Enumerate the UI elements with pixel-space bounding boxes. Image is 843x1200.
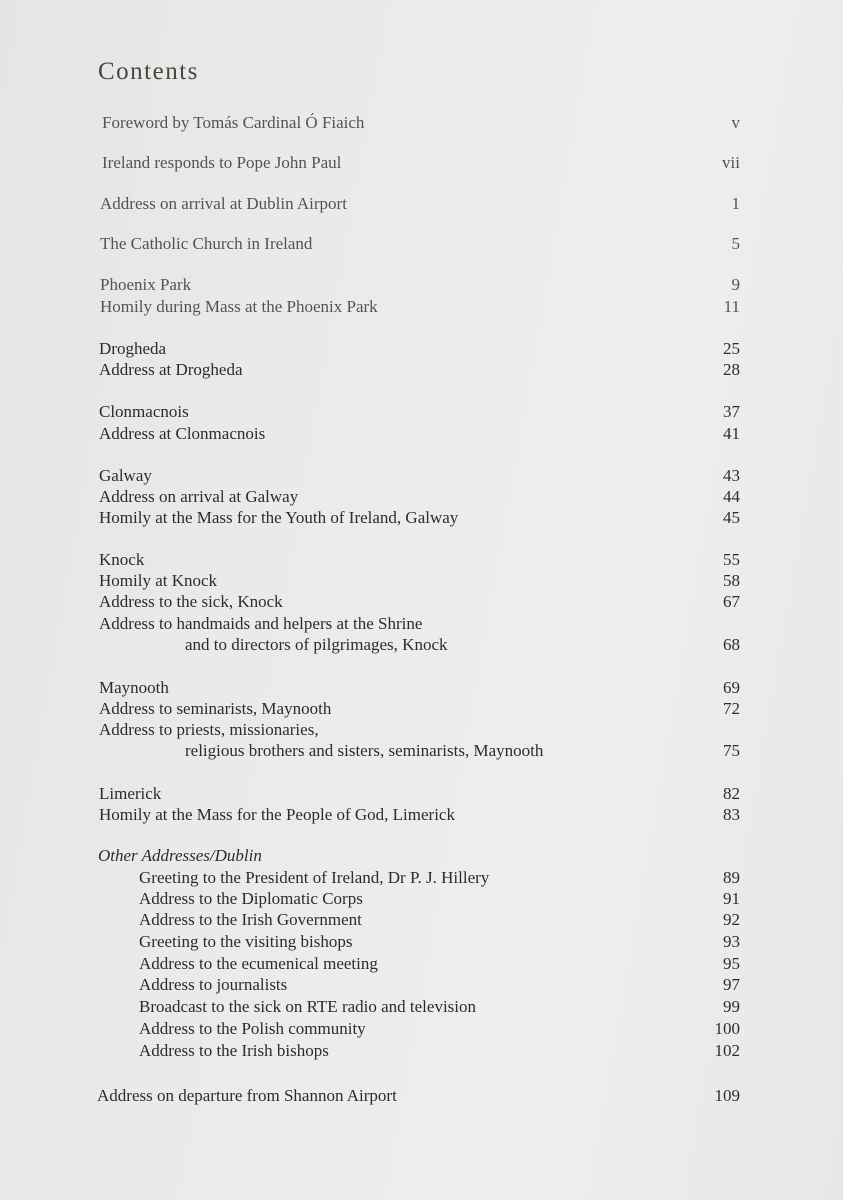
toc-entry-page-number: 109: [714, 1086, 740, 1105]
toc-entry-page-number: v: [731, 113, 740, 132]
toc-entry-page-number: 9: [731, 275, 740, 294]
toc-entry-title: Address to the Irish bishops: [139, 1041, 329, 1060]
toc-entry-title: religious brothers and sisters, seminarists, Maynooth: [185, 741, 544, 760]
toc-entry-title: Homily at Knock: [99, 571, 218, 590]
toc-entry-title: Greeting to the visiting bishops: [139, 932, 353, 951]
toc-entry-page-number: 75: [723, 741, 740, 760]
toc-entry-title: Limerick: [99, 784, 162, 803]
toc-entry-page-number: 1: [731, 194, 740, 213]
toc-entry-title: Maynooth: [99, 678, 169, 697]
toc-entry-title: Address to the Diplomatic Corps: [139, 889, 363, 908]
toc-entry-page-number: 69: [723, 678, 740, 697]
toc-entry-title: Galway: [99, 466, 152, 485]
toc-entry-title: Address to the ecumenical meeting: [139, 954, 378, 973]
toc-entry-title: Homily at the Mass for the Youth of Ireland, Galway: [99, 508, 459, 527]
toc-entry-page-number: 25: [723, 339, 740, 358]
toc-entry-page-number: 11: [723, 297, 740, 316]
toc-entry-page-number: 41: [723, 424, 740, 443]
toc-entry-title: Knock: [99, 550, 145, 569]
toc-entry-title: Address on arrival at Dublin Airport: [100, 194, 347, 213]
toc-entry-page-number: 93: [723, 932, 740, 951]
toc-entry-title: The Catholic Church in Ireland: [100, 234, 313, 253]
toc-entry-page-number: 68: [723, 635, 740, 654]
toc-entry-title: Address to seminarists, Maynooth: [99, 699, 332, 718]
toc-entry-page-number: 83: [723, 805, 740, 824]
toc-entry-page-number: 95: [723, 954, 740, 973]
toc-entry-title: Homily during Mass at the Phoenix Park: [100, 297, 378, 316]
page-title: Contents: [98, 58, 199, 85]
toc-entry-title: Broadcast to the sick on RTE radio and television: [139, 997, 477, 1016]
toc-entry-page-number: 97: [723, 975, 740, 994]
toc-entry-title: Foreword by Tomás Cardinal Ó Fiaich: [102, 113, 365, 132]
toc-entry-page-number: 100: [714, 1019, 740, 1038]
toc-entry-title: Address on departure from Shannon Airport: [97, 1086, 397, 1105]
toc-entry-page-number: 45: [723, 508, 740, 527]
toc-entry-title: Address on arrival at Galway: [99, 487, 299, 506]
toc-entry-page-number: 28: [723, 360, 740, 379]
toc-entry-title: Address to priests, missionaries,: [99, 720, 319, 739]
toc-entry-title: Clonmacnois: [99, 402, 189, 421]
toc-entry-title: Address to the Polish community: [139, 1019, 366, 1038]
toc-entry-title: Address at Clonmacnois: [99, 424, 266, 443]
toc-entry-title: Homily at the Mass for the People of God, Limerick: [99, 805, 455, 824]
toc-entry-page-number: 72: [723, 699, 740, 718]
section-heading-other-addresses: Other Addresses/Dublin: [98, 846, 262, 865]
toc-entry-title: Drogheda: [99, 339, 167, 358]
toc-entry-page-number: 5: [731, 234, 740, 253]
toc-entry-title: Address to the sick, Knock: [99, 592, 283, 611]
toc-entry-page-number: vii: [722, 153, 740, 172]
toc-entry-title: Greeting to the President of Ireland, Dr P. J. Hillery: [139, 868, 490, 887]
toc-entry-page-number: 82: [723, 784, 740, 803]
toc-entry-page-number: 43: [723, 466, 740, 485]
toc-entry-title: Address to journalists: [139, 975, 288, 994]
toc-entry-page-number: 44: [723, 487, 740, 506]
toc-entry-title: Address at Drogheda: [99, 360, 243, 379]
toc-entry-page-number: 67: [723, 592, 740, 611]
toc-entry-page-number: 92: [723, 910, 740, 929]
toc-entry-page-number: 55: [723, 550, 740, 569]
toc-entry-page-number: 99: [723, 997, 740, 1016]
toc-entry-page-number: 91: [723, 889, 740, 908]
toc-entry-title: Phoenix Park: [100, 275, 192, 294]
toc-entry-page-number: 89: [723, 868, 740, 887]
toc-entry-page-number: 37: [723, 402, 740, 421]
toc-entry-title: Ireland responds to Pope John Paul: [102, 153, 342, 172]
toc-entry-title: Address to the Irish Government: [139, 910, 362, 929]
toc-entry-page-number: 102: [714, 1041, 740, 1060]
toc-entry-page-number: 58: [723, 571, 740, 590]
toc-entry-title: Address to handmaids and helpers at the Shrine: [99, 614, 423, 633]
toc-entry-title: and to directors of pilgrimages, Knock: [185, 635, 448, 654]
